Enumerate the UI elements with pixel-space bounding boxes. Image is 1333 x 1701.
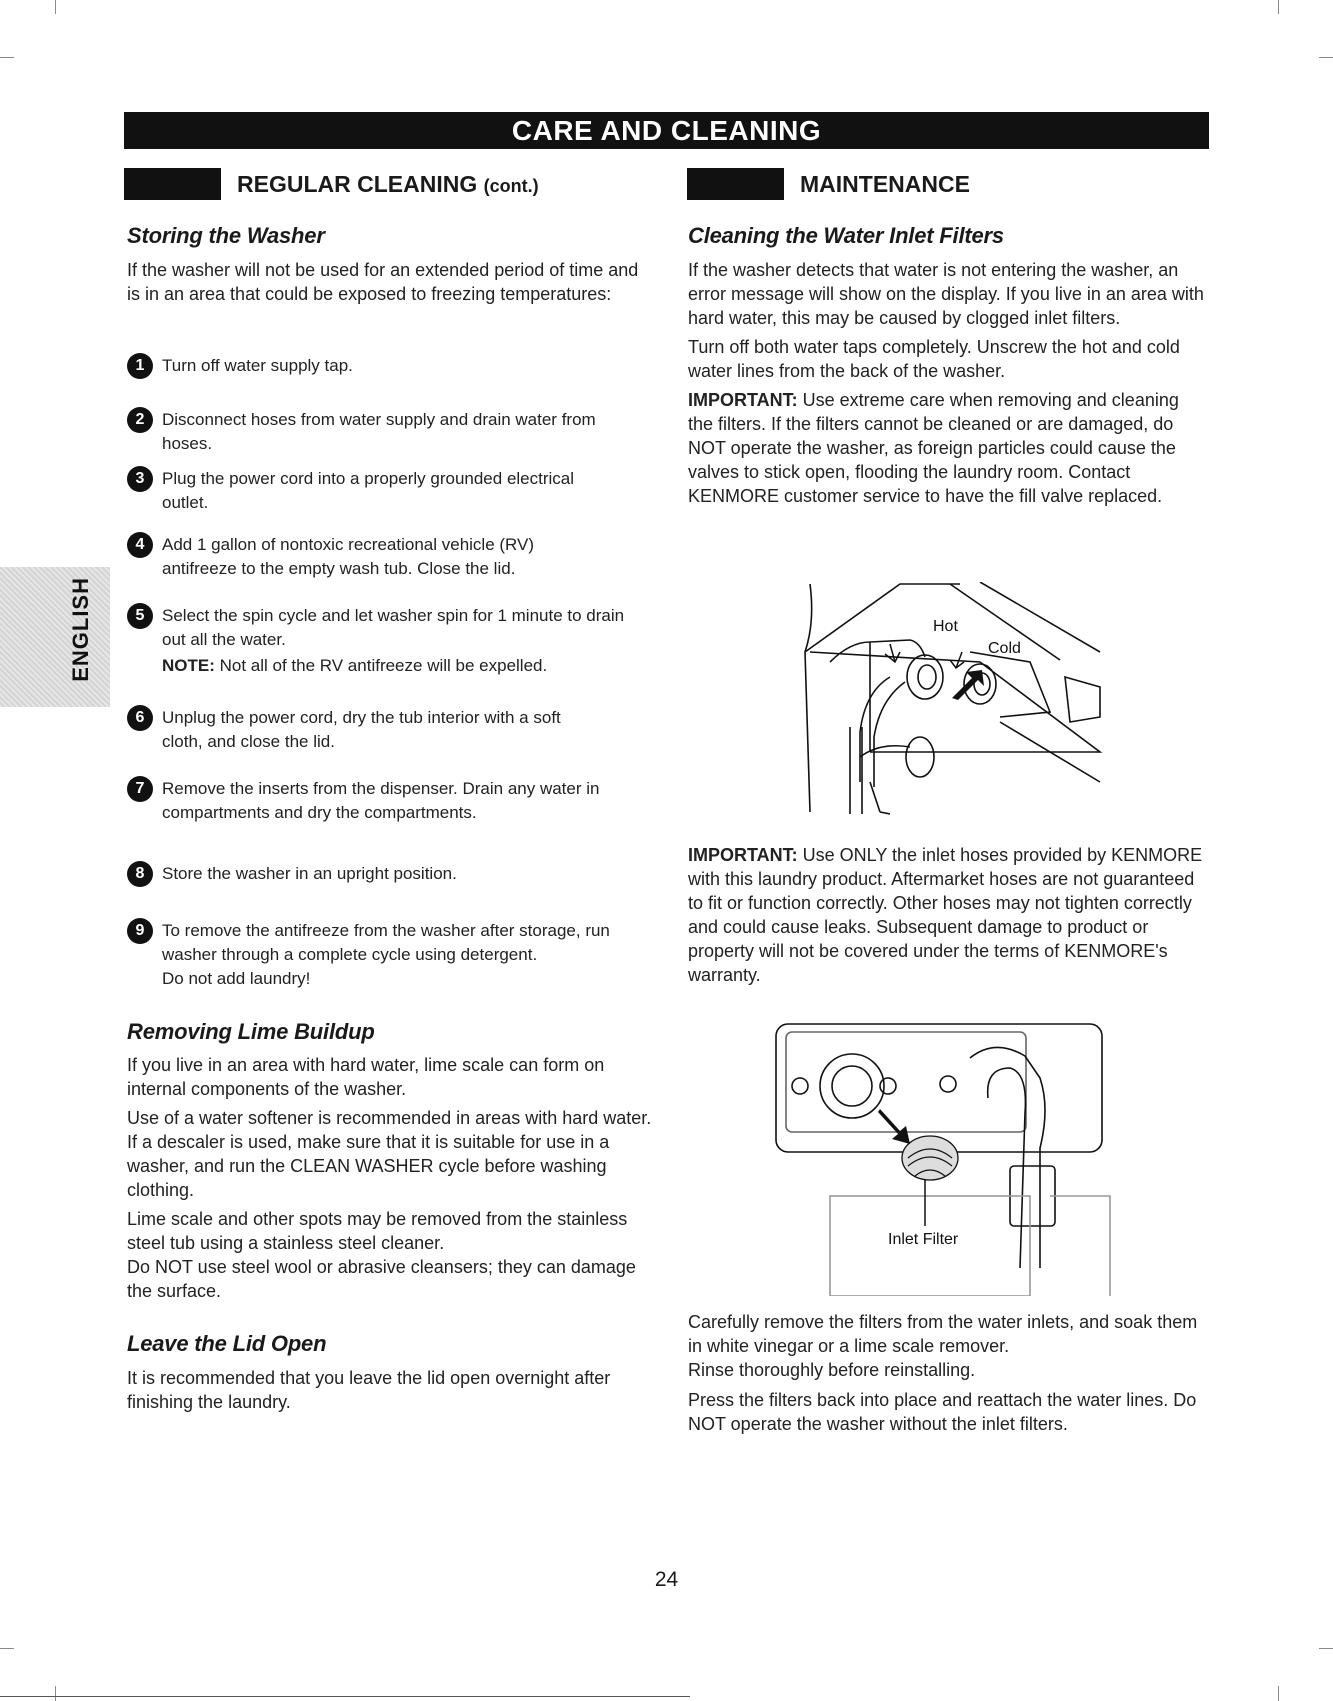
important-hoses: [688, 843, 1208, 987]
section-title: REGULAR CLEANING: [237, 170, 478, 197]
step-text: Store the washer in an upright position.: [162, 864, 457, 883]
maintenance-header: [687, 168, 970, 200]
step-item: [127, 777, 647, 825]
step-item: [127, 533, 647, 581]
inlet-filter-label: Inlet Filter: [888, 1231, 959, 1248]
lime-heading: Removing Lime Buildup: [127, 1019, 375, 1044]
inlet-hoses-figure: [770, 582, 1150, 820]
filters-paragraph: Carefully remove the filters from the water inlets, and soak them in white vinegar or a lime scale remover.: [688, 1312, 1198, 1356]
storing-heading: Storing the Washer: [127, 223, 325, 248]
step-text: Disconnect hoses from water supply and drain water from hoses.: [162, 410, 596, 453]
cold-label: Cold: [988, 640, 1021, 657]
lid-heading: Leave the Lid Open: [127, 1331, 327, 1356]
step-item: [127, 862, 647, 887]
section-suffix: (cont.): [483, 175, 539, 196]
step-text: Turn off water supply tap.: [162, 356, 353, 375]
step-item: [127, 467, 647, 515]
step-text: Remove the inserts from the dispenser. Drain any water in compartments and dry the compartments.: [162, 779, 600, 822]
filters-closing: [688, 1310, 1208, 1436]
filters-section: [688, 223, 1208, 508]
step-number: 3: [127, 466, 153, 492]
inlet-filter-figure: [770, 1018, 1120, 1296]
step-note: [162, 654, 632, 678]
lime-paragraph: Do NOT use steel wool or abrasive cleansers; they can damage the surface.: [127, 1257, 636, 1301]
important-paragraph: [688, 388, 1208, 508]
lime-paragraph: If you live in an area with hard water, lime scale can form on internal components of the washer.: [127, 1055, 605, 1099]
step-item: [127, 604, 647, 678]
important-text: Use ONLY the inlet hoses provided by KENMORE with this laundry product. Aftermarket hoses are not guaranteed to fit or function correctly. Other hoses may not tighten correctly and could cause leaks. Subsequent damage to product or property will not be covered under the terms of KENMORE's warranty.: [688, 845, 1203, 985]
crop-mark: [55, 0, 56, 14]
regular-cleaning-header: [124, 168, 539, 200]
step-text: To remove the antifreeze from the washer after storage, run washer through a complete cycle using detergent.: [162, 921, 610, 964]
step-text: Select the spin cycle and let washer spin for 1 minute to drain out all the water.: [162, 606, 625, 649]
step-number: 5: [127, 603, 153, 629]
filters-heading: Cleaning the Water Inlet Filters: [688, 223, 1004, 248]
step-number: 8: [127, 861, 153, 887]
language-label: ENGLISH: [68, 577, 93, 682]
section-title: MAINTENANCE: [800, 170, 970, 197]
lime-paragraph: Lime scale and other spots may be removed from the stainless steel tub using a stainless steel cleaner.: [127, 1209, 628, 1253]
page-number: 24: [654, 1568, 679, 1591]
step-number: 7: [127, 776, 153, 802]
important-label: IMPORTANT:: [688, 845, 798, 865]
crop-mark: [0, 57, 14, 58]
filters-paragraph: Press the filters back into place and reattach the water lines. Do NOT operate the washer without the inlet filters.: [688, 1390, 1197, 1434]
filters-paragraph: Turn off both water taps completely. Unscrew the hot and cold water lines from the back of the washer.: [688, 337, 1180, 381]
step-text: Plug the power cord into a properly grounded electrical outlet.: [162, 469, 575, 512]
step-item: [127, 706, 647, 754]
crop-mark: [1319, 57, 1333, 58]
important-text: Use extreme care when removing and cleaning the filters. If the filters cannot be cleaned or are damaged, do NOT operate the washer, as foreign particles could cause the valves to stick open, flooding the laundry room. Contact KENMORE customer service to have the fill valve replaced.: [688, 390, 1179, 506]
step-item: [127, 919, 647, 991]
storing-section: [127, 223, 647, 306]
page-banner: CARE AND CLEANING: [124, 112, 1209, 149]
step-number: 2: [127, 407, 153, 433]
step-text: Unplug the power cord, dry the tub interior with a soft cloth, and close the lid.: [162, 708, 561, 751]
section-bar: [687, 168, 784, 200]
lid-section: [127, 1331, 647, 1414]
step-text: Do not add laundry!: [162, 969, 311, 988]
crop-mark: [55, 1686, 56, 1701]
hot-label: Hot: [933, 618, 958, 635]
step-number: 9: [127, 918, 153, 944]
storing-intro: If the washer will not be used for an extended period of time and is in an area that could be exposed to freezing temperatures:: [127, 260, 639, 304]
step-number: 1: [127, 353, 153, 379]
important-paragraph: [688, 843, 1208, 987]
lime-paragraph: Use of a water softener is recommended in areas with hard water. If a descaler is used, make sure that it is suitable for use in a washer, and run the CLEAN WASHER cycle before washing clothing.: [127, 1108, 652, 1200]
step-text: Add 1 gallon of nontoxic recreational vehicle (RV) antifreeze to the empty wash tub. Close the lid.: [162, 535, 535, 578]
step-number: 4: [127, 532, 153, 558]
crop-mark: [0, 1648, 14, 1649]
crop-mark: [1278, 0, 1279, 14]
step-number: 6: [127, 705, 153, 731]
filters-paragraph: If the washer detects that water is not entering the washer, an error message will show on the display. If you live in an area with hard water, this may be caused by clogged inlet filters.: [688, 260, 1204, 328]
filters-paragraph: Rinse thoroughly before reinstalling.: [688, 1360, 976, 1380]
bottom-rule: [0, 1696, 690, 1697]
language-tab: [0, 567, 110, 707]
step-item: [127, 408, 647, 456]
note-label: NOTE:: [162, 656, 215, 675]
section-bar: [124, 168, 221, 200]
important-label: IMPORTANT:: [688, 390, 798, 410]
crop-mark: [1278, 1686, 1279, 1701]
step-item: [127, 354, 647, 379]
crop-mark: [1319, 1648, 1333, 1649]
lime-section: [127, 1019, 657, 1303]
note-text: Not all of the RV antifreeze will be expelled.: [214, 656, 548, 675]
lid-paragraph: It is recommended that you leave the lid open overnight after finishing the laundry.: [127, 1368, 611, 1412]
